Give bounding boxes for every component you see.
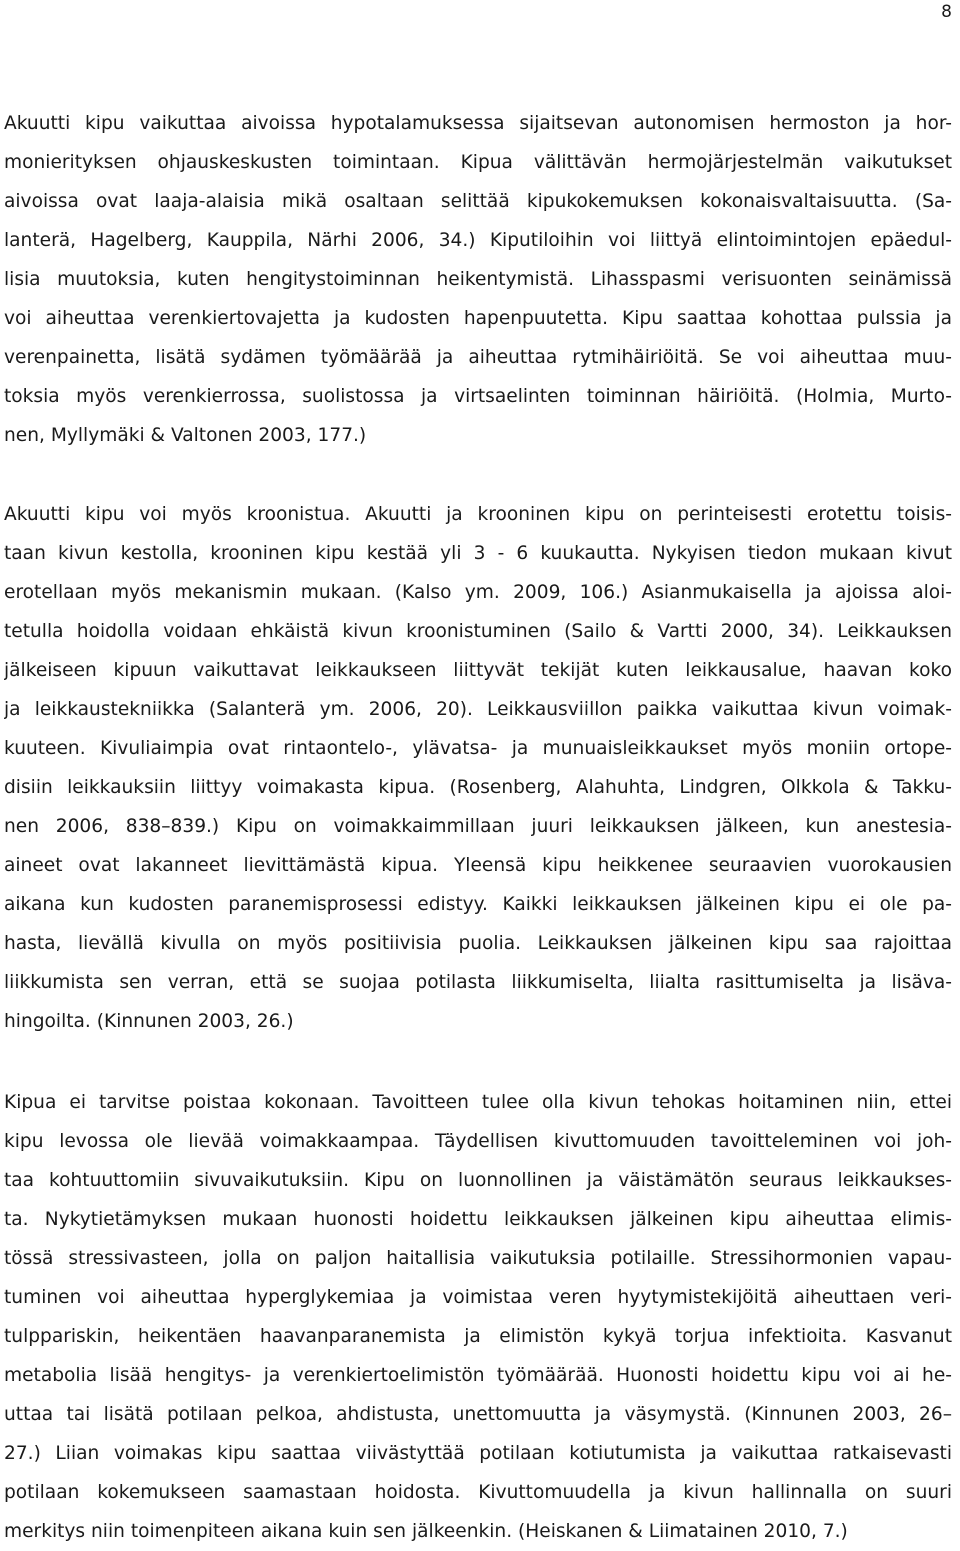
text-line: uttaa tai lisätä potilaan pelkoa, ahdistusta, unettomuutta ja väsymystä. (Kinnunen 2003, 26– (4, 1404, 952, 1425)
text-line: lisia muutoksia, kuten hengitystoiminnan heikentymistä. Lihasspasmi verisuonten seinämissä (4, 269, 952, 290)
text-line: hingoilta. (Kinnunen 2003, 26.) (4, 1011, 294, 1032)
text-line: Kipua ei tarvitse poistaa kokonaan. Tavoitteen tulee olla kivun tehokas hoitaminen niin, ettei (4, 1092, 952, 1113)
text-line: potilaan kokemukseen saamastaan hoidosta. Kivuttomuudella ja kivun hallinnalla on suuri (4, 1482, 952, 1503)
text-line: lanterä, Hagelberg, Kauppila, Närhi 2006, 34.) Kiputiloihin voi liittyä elintoimintojen epäedul- (4, 230, 952, 251)
text-line: kipu levossa ole lievää voimakkaampaa. Täydellisen kivuttomuuden tavoitteleminen voi joh- (4, 1131, 952, 1152)
text-line: ja leikkaustekniikka (Salanterä ym. 2006, 20). Leikkausviillon paikka vaikuttaa kivun voimak- (4, 699, 952, 720)
text-line: erotellaan myös mekanismin mukaan. (Kalso ym. 2009, 106.) Asianmukaisella ja ajoissa aloi- (4, 582, 952, 603)
text-line: monierityksen ohjauskeskusten toimintaan. Kipua välittävän hermojärjestelmän vaikutukset (4, 152, 952, 173)
text-line: aivoissa ovat laaja-alaisia mikä osaltaan selittää kipukokemuksen kokonaisvaltaisuutta. (Sa- (4, 191, 952, 212)
page-number: 8 (941, 2, 952, 22)
paragraph-acute-pain-effects (4, 104, 952, 455)
text-line: taan kivun kestolla, krooninen kipu kestää yli 3 - 6 kuukautta. Nykyisen tiedon mukaan kivut (4, 543, 952, 564)
text-line: hasta, lievällä kivulla on myös positiivisia puolia. Leikkauksen jälkeinen kipu saa rajoittaa (4, 933, 952, 954)
text-line: ta. Nykytietämyksen mukaan huonosti hoidettu leikkauksen jälkeinen kipu aiheuttaa elimis- (4, 1209, 952, 1230)
text-line: aineet ovat lakanneet lievittämästä kipua. Yleensä kipu heikkenee seuraavien vuorokausien (4, 855, 952, 876)
text-line: jälkeiseen kipuun vaikuttavat leikkaukseen liittyvät tekijät kuten leikkausalue, haavan koko (4, 660, 952, 681)
text-line: Akuutti kipu voi myös kroonistua. Akuutti ja krooninen kipu on perinteisesti erotettu toisis- (4, 504, 952, 525)
text-line: aikana kun kudosten paranemisprosessi edistyy. Kaikki leikkauksen jälkeinen kipu ei ole pa- (4, 894, 952, 915)
text-line: 27.) Liian voimakas kipu saattaa viivästyttää potilaan kotiutumista ja vaikuttaa ratkaisevasti (4, 1443, 952, 1464)
text-line: tulppariskin, heikentäen haavanparanemista ja elimistön kykyä torjua infektioita. Kasvanut (4, 1326, 952, 1347)
text-line: liikkumista sen verran, että se suojaa potilasta liikkumiselta, liialta rasittumiselta ja lisäva- (4, 972, 952, 993)
text-line: disiin leikkauksiin liittyy voimakasta kipua. (Rosenberg, Alahuhta, Lindgren, Olkkola & Takku- (4, 777, 952, 798)
text-line: metabolia lisää hengitys- ja verenkiertoelimistön työmäärää. Huonosti hoidettu kipu voi ai he- (4, 1365, 952, 1386)
text-line: toksia myös verenkierrossa, suolistossa ja virtsaelinten toiminnan häiriöitä. (Holmia, Murto- (4, 386, 952, 407)
text-line: merkitys niin toimenpiteen aikana kuin sen jälkeenkin. (Heiskanen & Liimatainen 2010, 7.) (4, 1521, 848, 1542)
text-line: nen 2006, 838–839.) Kipu on voimakkaimmillaan juuri leikkauksen jälkeen, kun anestesia- (4, 816, 952, 837)
text-line: verenpainetta, lisätä sydämen työmäärää ja aiheuttaa rytmihäiriöitä. Se voi aiheuttaa muu- (4, 347, 952, 368)
text-line: tössä stressivasteen, jolla on paljon haitallisia vaikutuksia potilaille. Stressihormonien vapau- (4, 1248, 952, 1269)
text-line: tuminen voi aiheuttaa hyperglykemiaa ja voimistaa veren hyytymistekijöitä aiheuttaen veri- (4, 1287, 952, 1308)
text-line: tetulla hoidolla voidaan ehkäistä kivun kroonistuminen (Sailo & Vartti 2000, 34). Leikkauksen (4, 621, 952, 642)
paragraph-pain-management-goals (4, 1083, 952, 1551)
text-line: Akuutti kipu vaikuttaa aivoissa hypotalamuksessa sijaitsevan autonomisen hermoston ja hor- (4, 113, 952, 134)
paragraph-chronic-pain (4, 495, 952, 1041)
text-line: taa kohtuuttomiin sivuvaikutuksiin. Kipu on luonnollinen ja väistämätön seuraus leikkaukses- (4, 1170, 952, 1191)
text-line: voi aiheuttaa verenkiertovajetta ja kudosten hapenpuutetta. Kipu saattaa kohottaa pulssia ja (4, 308, 952, 329)
text-line: nen, Myllymäki & Valtonen 2003, 177.) (4, 425, 367, 446)
text-line: kuuteen. Kivuliaimpia ovat rintaontelo-, ylävatsa- ja munuaisleikkaukset myös moniin ortope- (4, 738, 952, 759)
